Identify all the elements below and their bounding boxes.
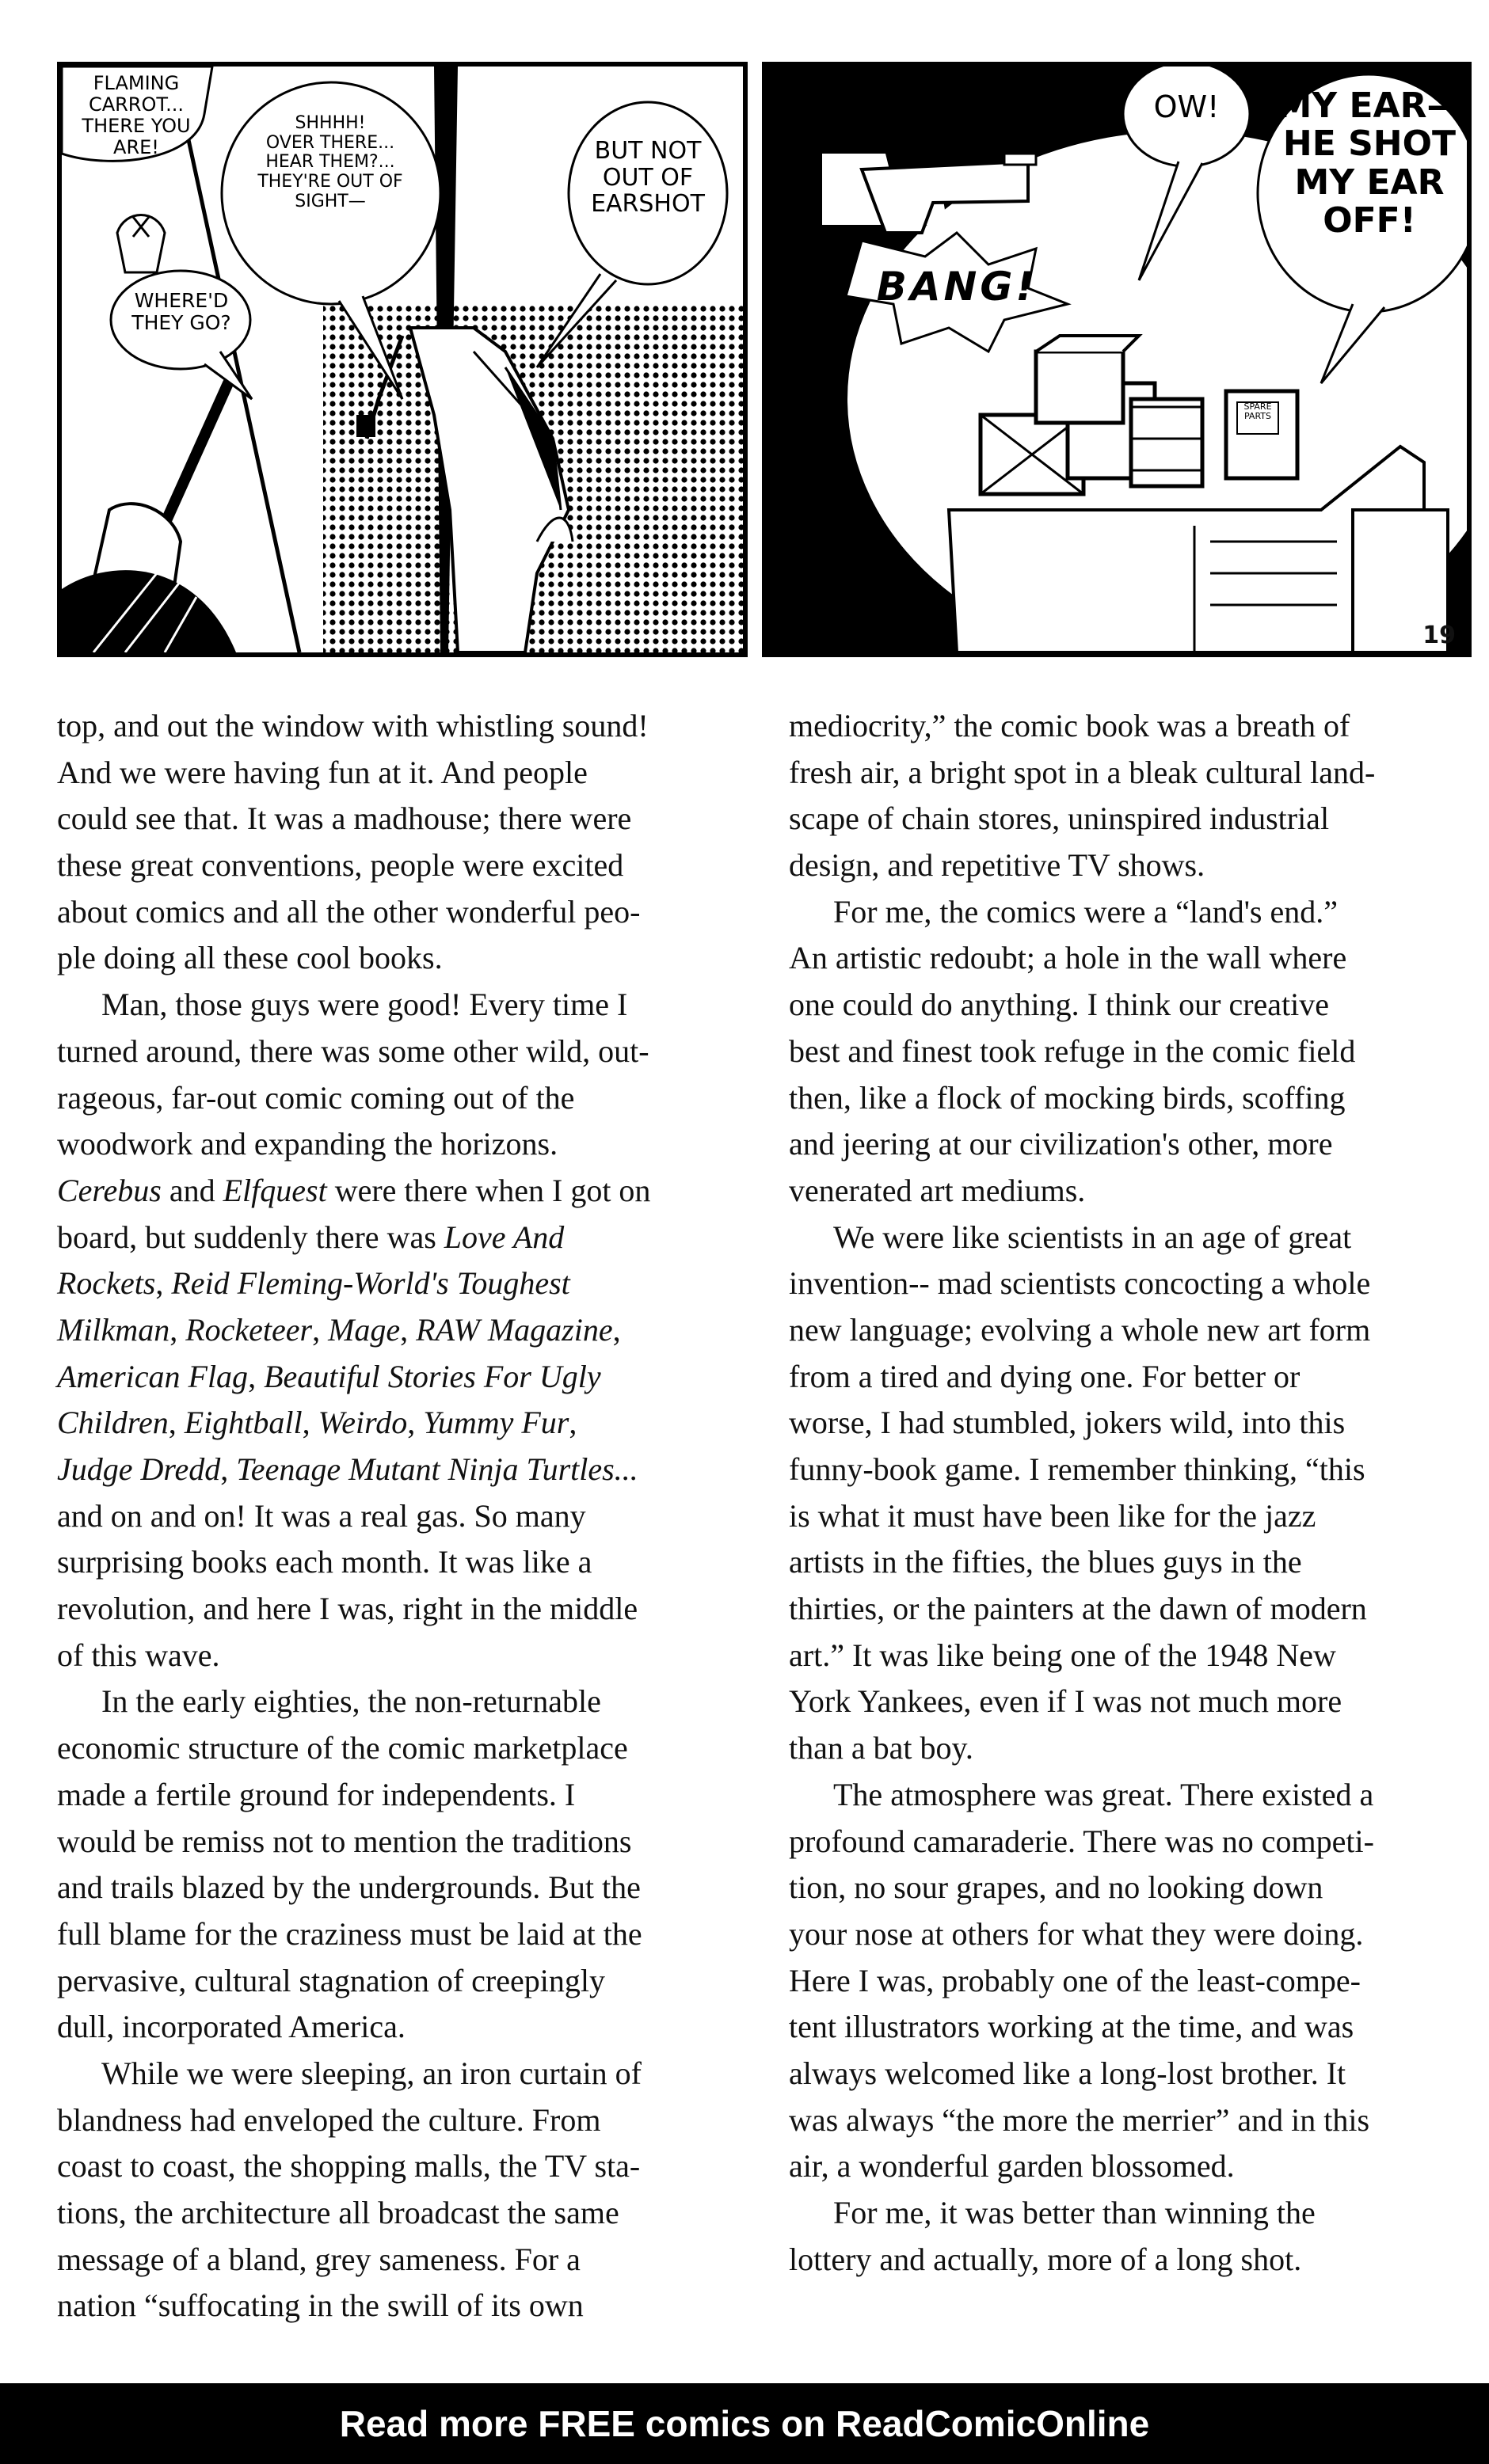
crate-label: SPARE PARTS	[1243, 401, 1272, 422]
comic-panel-left	[57, 62, 748, 657]
text-line: For me, it was better than winning the	[833, 2195, 1316, 2230]
text-line: your nose at others for what they were doing.	[789, 1915, 1364, 1952]
footer-text[interactable]: Read more FREE comics on ReadComicOnline	[339, 2403, 1150, 2444]
text-line: An artistic redoubt; a hole in the wall where	[789, 940, 1347, 976]
text-line: American Flag, Beautiful Stories For Ugly	[57, 1358, 601, 1394]
text-line: Rockets, Reid Fleming-World's Toughest	[57, 1265, 570, 1302]
balloon-ow: OW!	[1153, 89, 1220, 124]
text-line: In the early eighties, the non-returnable	[101, 1683, 601, 1720]
text-line: We were like scientists in an age of great	[833, 1219, 1352, 1255]
text-line: rageous, far-out comic coming out of the	[57, 1079, 575, 1116]
text-line: pervasive, cultural stagnation of creepingly	[57, 1962, 605, 1998]
text-line: And we were having fun at it. And people	[57, 754, 588, 790]
text-line: board, but suddenly there was Love And	[57, 1219, 565, 1255]
text-line: dull, incorporated America.	[57, 2009, 406, 2045]
text-line: invention-- mad scientists concocting a whole	[789, 1265, 1371, 1302]
text-line: Milkman, Rocketeer, Mage, RAW Magazine,	[57, 1311, 621, 1348]
comic-panel-right	[762, 62, 1472, 657]
text-line: would be remiss not to mention the traditions	[57, 1823, 632, 1859]
sound-effect-bang: BANG!	[876, 264, 1038, 310]
paragraph	[57, 982, 743, 1679]
balloon-flaming-carrot: FLAMING CARROT... THERE YOU ARE!	[82, 72, 191, 158]
paragraph	[789, 1215, 1470, 1772]
text-line: tions, the architecture all broadcast the same	[57, 2195, 619, 2230]
page-number: 19	[1422, 622, 1456, 649]
text-line: artists in the fifties, the blues guys in the	[789, 1544, 1302, 1580]
text-line: from a tired and dying one. For better or	[789, 1358, 1300, 1394]
text-line: While we were sleeping, an iron curtain of	[101, 2055, 642, 2091]
text-line: worse, I had stumbled, jokers wild, into this	[789, 1405, 1346, 1441]
text-line: air, a wonderful garden blossomed.	[789, 2148, 1235, 2185]
text-line: thirties, or the painters at the dawn of modern	[789, 1591, 1367, 1627]
text-line: full blame for the craziness must be laid at the	[57, 1915, 642, 1952]
text-line: message of a bland, grey sameness. For a	[57, 2241, 581, 2277]
paragraph	[57, 1679, 743, 2051]
text-line: venerated art mediums.	[789, 1172, 1086, 1208]
text-line: economic structure of the comic marketplace	[57, 1730, 628, 1766]
text-line: tent illustrators working at the time, and was	[789, 2009, 1354, 2045]
footer-banner[interactable]	[0, 2383, 1489, 2464]
text-line: woodwork and expanding the horizons.	[57, 1126, 558, 1162]
text-line: one could do anything. I think our creative	[789, 987, 1330, 1023]
text-line: about comics and all the other wonderful peo-	[57, 893, 641, 930]
text-line: turned around, there was some other wild, out-	[57, 1032, 649, 1069]
balloon-shhhh: SHHHH! OVER THERE... HEAR THEM?... THEY'RE OUT OF SIGHT—	[257, 113, 403, 211]
text-line: scape of chain stores, uninspired industrial	[789, 800, 1330, 837]
text-line: ple doing all these cool books.	[57, 940, 443, 976]
text-line: mediocrity,” the comic book was a breath of	[789, 708, 1350, 743]
article-right-column	[789, 703, 1470, 2283]
text-line: of this wave.	[57, 1637, 220, 1673]
paragraph	[789, 1772, 1470, 2190]
balloon-my-ear: MY EAR— HE SHOT MY EAR OFF!	[1277, 86, 1462, 241]
paragraph	[57, 703, 743, 982]
text-line: and trails blazed by the undergrounds. But the	[57, 1869, 641, 1906]
text-line: funny-book game. I remember thinking, “this	[789, 1451, 1365, 1487]
text-line: new language; evolving a whole new art form	[789, 1311, 1371, 1348]
text-line: York Yankees, even if I was not much more	[789, 1683, 1342, 1720]
text-line: Here I was, probably one of the least-compe-	[789, 1962, 1361, 1998]
text-line: tion, no sour grapes, and no looking down	[789, 1869, 1323, 1906]
paragraph	[789, 703, 1470, 889]
text-line: The atmosphere was great. There existed a	[833, 1776, 1374, 1812]
text-line: these great conventions, people were excited	[57, 847, 624, 884]
text-line: blandness had enveloped the culture. From	[57, 2101, 601, 2138]
text-line: is what it must have been like for the jazz	[789, 1497, 1316, 1534]
text-line: Children, Eightball, Weirdo, Yummy Fur,	[57, 1405, 577, 1441]
text-line: and on and on! It was a real gas. So many	[57, 1497, 586, 1534]
text-line: top, and out the window with whistling sound!	[57, 708, 649, 743]
text-line: design, and repetitive TV shows.	[789, 847, 1205, 884]
text-line: Cerebus and Elfquest were there when I got on	[57, 1172, 651, 1208]
text-line: and jeering at our civilization's other, more	[789, 1126, 1333, 1162]
paragraph	[789, 2190, 1470, 2283]
text-line: was always “the more the merrier” and in this	[789, 2101, 1370, 2138]
comic-strip	[57, 62, 1472, 657]
text-line: always welcomed like a long-lost brother. It	[789, 2055, 1346, 2091]
text-line: made a fertile ground for independents. I	[57, 1776, 576, 1812]
paragraph	[57, 2051, 743, 2329]
text-line: For me, the comics were a “land's end.”	[833, 893, 1338, 930]
text-line: fresh air, a bright spot in a bleak cultural land-	[789, 754, 1376, 790]
text-line: coast to coast, the shopping malls, the TV sta-	[57, 2148, 641, 2185]
article-left-column	[57, 703, 743, 2329]
text-line: could see that. It was a madhouse; there were	[57, 800, 632, 837]
text-line: than a bat boy.	[789, 1730, 973, 1766]
text-line: lottery and actually, more of a long shot.	[789, 2241, 1302, 2277]
balloon-earshot: BUT NOT OUT OF EARSHOT	[591, 137, 705, 219]
text-line: art.” It was like being one of the 1948 New	[789, 1637, 1336, 1673]
balloon-whered-they-go: WHERE'D THEY GO?	[131, 289, 231, 334]
paragraph	[789, 889, 1470, 1215]
text-line: then, like a flock of mocking birds, scoffing	[789, 1079, 1346, 1116]
text-line: Judge Dredd, Teenage Mutant Ninja Turtles...	[57, 1451, 638, 1487]
text-line: Man, those guys were good! Every time I	[101, 987, 628, 1023]
text-line: best and finest took refuge in the comic field	[789, 1032, 1356, 1069]
text-line: surprising books each month. It was like a	[57, 1544, 592, 1580]
text-line: nation “suffocating in the swill of its own	[57, 2287, 584, 2324]
text-line: profound camaraderie. There was no competi-	[789, 1823, 1374, 1859]
text-line: revolution, and here I was, right in the middle	[57, 1591, 638, 1627]
